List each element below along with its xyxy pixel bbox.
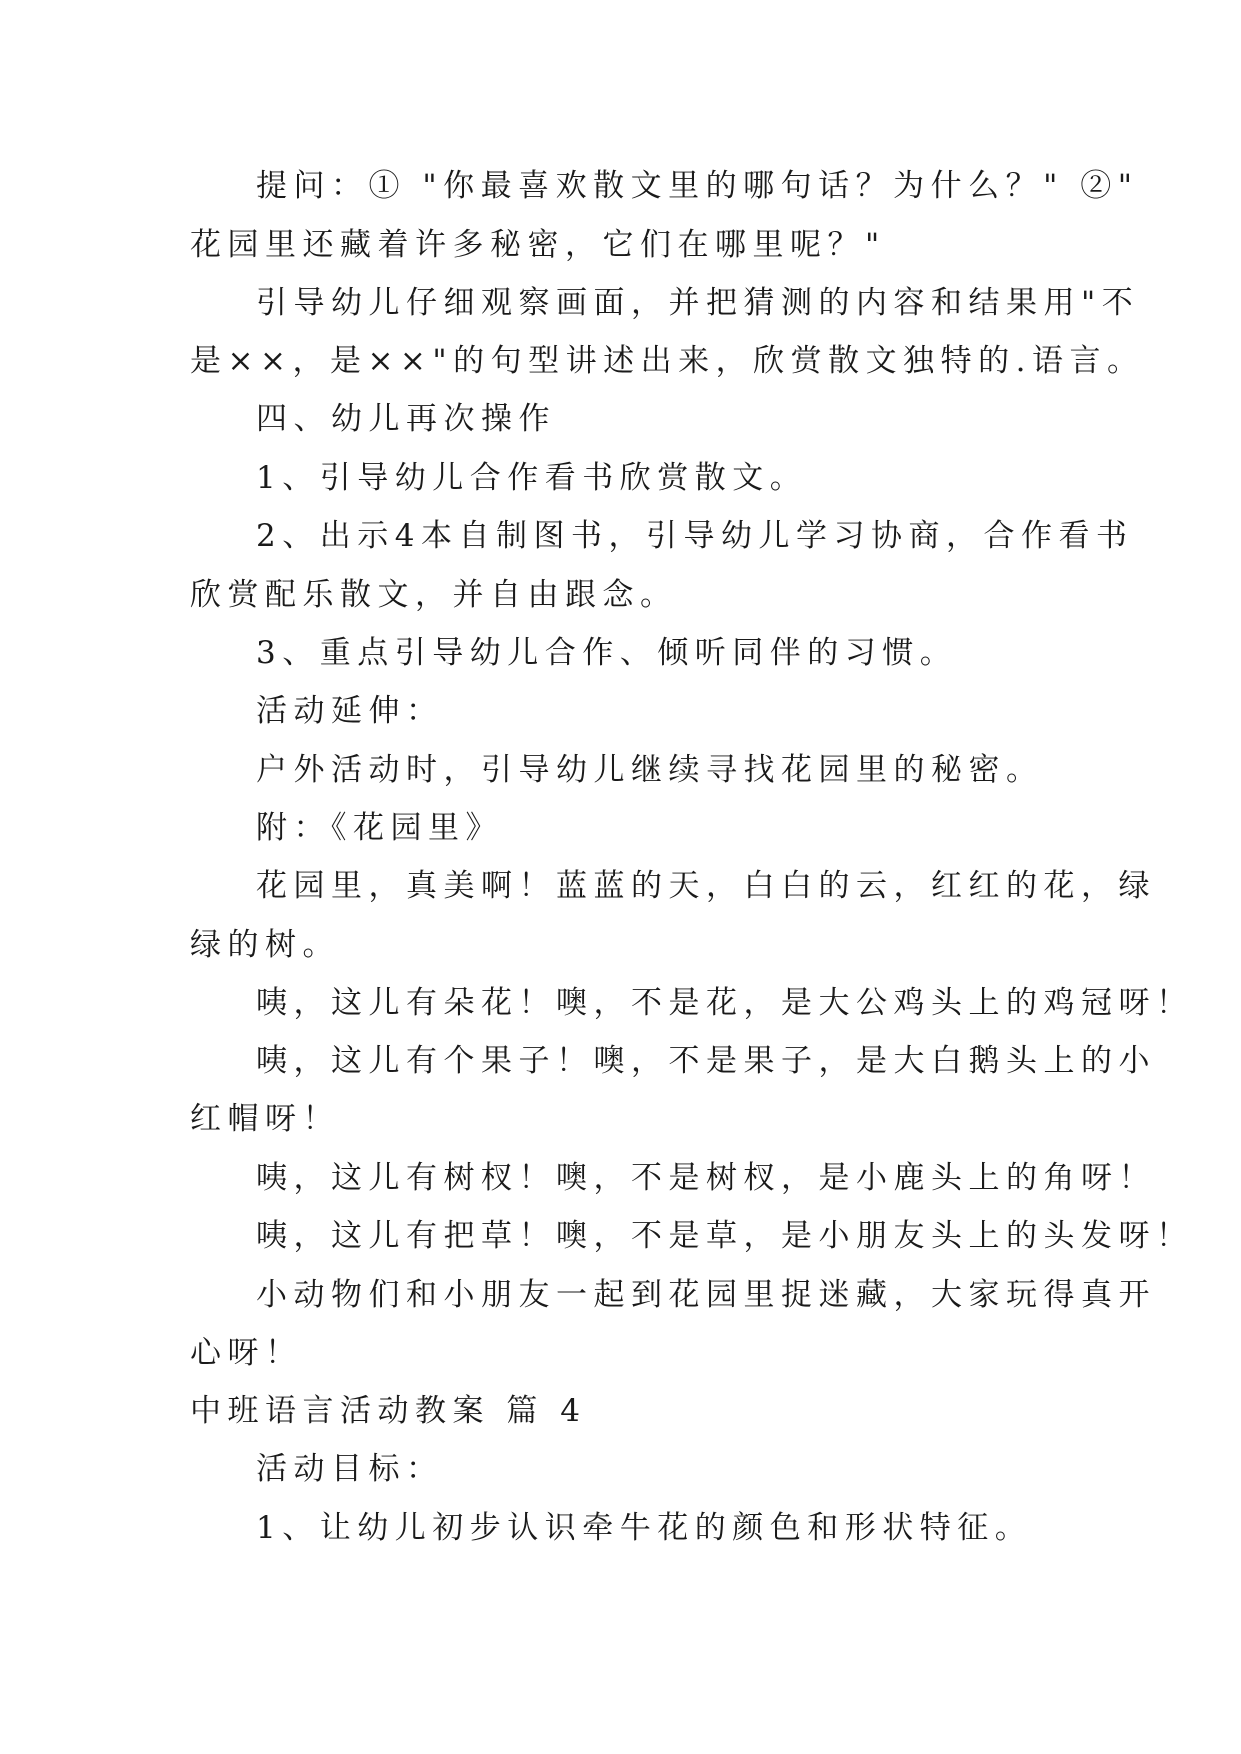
step-2-line-2: 欣赏配乐散文，并自由跟念。 — [190, 577, 678, 613]
step-1: 1、引导幼儿合作看书欣赏散文。 — [256, 460, 808, 496]
section-heading-4: 四、幼儿再次操作 — [256, 401, 556, 437]
objectives-heading: 活动目标： — [256, 1451, 444, 1487]
prose-line-5: 红帽呀！ — [190, 1101, 340, 1137]
question-line-1: 提问：① "你最喜欢散文里的哪句话？为什么？" ②" — [256, 168, 1139, 204]
prose-line-4: 咦，这儿有个果子！噢，不是果子，是大白鹅头上的小 — [256, 1043, 1156, 1079]
extension-text: 户外活动时，引导幼儿继续寻找花园里的秘密。 — [256, 752, 1044, 788]
step-3: 3、重点引导幼儿合作、倾听同伴的习惯。 — [256, 635, 958, 671]
prose-line-2: 绿的树。 — [190, 927, 340, 963]
prose-line-8: 小动物们和小朋友一起到花园里捉迷藏，大家玩得真开 — [256, 1277, 1156, 1313]
objective-1: 1、让幼儿初步认识牵牛花的颜色和形状特征。 — [256, 1510, 1033, 1546]
step-2-line-1: 2、出示4本自制图书，引导幼儿学习协商，合作看书 — [256, 518, 1134, 554]
prose-line-1: 花园里，真美啊！蓝蓝的天，白白的云，红红的花，绿 — [256, 868, 1156, 904]
lesson-plan-title: 中班语言活动教案 篇 4 — [190, 1393, 587, 1429]
prose-line-7: 咦，这儿有把草！噢，不是草，是小朋友头上的头发呀！ — [256, 1218, 1194, 1254]
question-line-2: 花园里还藏着许多秘密，它们在哪里呢？" — [190, 227, 886, 263]
guide-line-1: 引导幼儿仔细观察画面，并把猜测的内容和结果用"不 — [256, 285, 1140, 321]
prose-line-3: 咦，这儿有朵花！噢，不是花，是大公鸡头上的鸡冠呀！ — [256, 985, 1194, 1021]
appendix-title: 附：《花园里》 — [256, 810, 503, 846]
guide-line-2: 是××，是××"的句型讲述出来，欣赏散文独特的.语言。 — [190, 343, 1145, 379]
prose-line-9: 心呀！ — [190, 1335, 303, 1371]
prose-line-6: 咦，这儿有树杈！噢，不是树杈，是小鹿头上的角呀！ — [256, 1160, 1156, 1196]
extension-heading: 活动延伸： — [256, 693, 444, 729]
